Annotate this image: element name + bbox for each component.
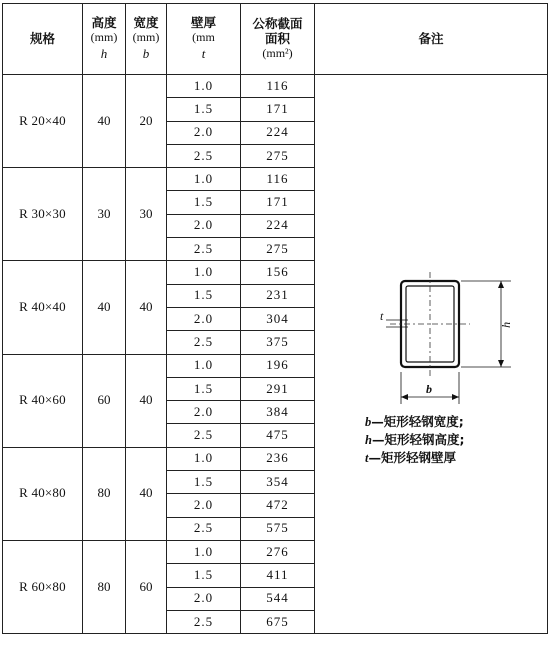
area-cell: 116	[241, 75, 315, 98]
header-area: 公称截面 面积 (mm²)	[241, 4, 315, 75]
legend-symbol: t	[365, 451, 369, 465]
area-cell: 224	[241, 121, 315, 144]
table-row	[3, 75, 548, 98]
wall-thickness-cell: 2.0	[167, 214, 241, 237]
height-cell: 80	[83, 447, 126, 540]
wall-thickness-cell: 2.0	[167, 307, 241, 330]
wall-thickness-cell: 2.5	[167, 238, 241, 261]
area-cell: 196	[241, 354, 315, 377]
area-cell: 275	[241, 144, 315, 167]
wall-thickness-cell: 2.0	[167, 587, 241, 610]
wall-thickness-cell: 2.5	[167, 517, 241, 540]
area-cell: 156	[241, 261, 315, 284]
wall-thickness-cell: 1.5	[167, 284, 241, 307]
width-cell: 40	[126, 354, 167, 447]
table-body	[3, 75, 548, 634]
spec-cell: R 60×80	[3, 540, 83, 633]
area-cell: 475	[241, 424, 315, 447]
area-cell: 472	[241, 494, 315, 517]
wall-thickness-cell: 2.5	[167, 610, 241, 633]
wall-thickness-cell: 1.5	[167, 471, 241, 494]
wall-thickness-cell: 2.5	[167, 331, 241, 354]
area-cell: 375	[241, 331, 315, 354]
width-cell: 60	[126, 540, 167, 633]
wall-thickness-cell: 1.0	[167, 168, 241, 191]
spec-cell: R 40×60	[3, 354, 83, 447]
legend-text: —矩形轻钢高度;	[371, 432, 465, 447]
area-cell: 276	[241, 540, 315, 563]
height-cell: 40	[83, 261, 126, 354]
area-cell: 224	[241, 214, 315, 237]
wall-thickness-cell: 1.0	[167, 75, 241, 98]
area-cell: 236	[241, 447, 315, 470]
area-cell: 384	[241, 401, 315, 424]
spec-cell: R 20×40	[3, 75, 83, 168]
wall-thickness-cell: 2.0	[167, 121, 241, 144]
width-cell: 20	[126, 75, 167, 168]
spec-cell: R 30×30	[3, 168, 83, 261]
wall-thickness-cell: 1.0	[167, 261, 241, 284]
height-cell: 80	[83, 540, 126, 633]
header-notes: 备注	[315, 4, 548, 75]
header-wall: 壁厚 (mm t	[167, 4, 241, 75]
area-cell: 291	[241, 377, 315, 400]
label-h: h	[499, 321, 514, 328]
header-row	[3, 4, 548, 75]
header-spec: 规格	[3, 4, 83, 75]
wall-thickness-cell: 2.0	[167, 494, 241, 517]
height-cell: 30	[83, 168, 126, 261]
area-cell: 575	[241, 517, 315, 540]
header-width: 宽度 (mm) b	[126, 4, 167, 75]
area-cell: 171	[241, 191, 315, 214]
area-cell: 354	[241, 471, 315, 494]
notes-cell	[315, 75, 548, 634]
area-cell: 171	[241, 98, 315, 121]
width-cell: 40	[126, 261, 167, 354]
area-cell: 304	[241, 307, 315, 330]
wall-thickness-cell: 1.0	[167, 447, 241, 470]
label-t: t	[380, 309, 384, 324]
width-cell: 40	[126, 447, 167, 540]
header-height: 高度 (mm) h	[83, 4, 126, 75]
legend-symbol: b	[365, 415, 372, 429]
legend-item	[365, 431, 464, 449]
wall-thickness-cell: 1.5	[167, 98, 241, 121]
legend-text: —矩形轻钢壁厚	[368, 450, 456, 465]
legend-item	[365, 449, 464, 467]
area-cell: 544	[241, 587, 315, 610]
area-cell: 675	[241, 610, 315, 633]
wall-thickness-cell: 1.0	[167, 354, 241, 377]
legend-text: —矩形轻钢宽度;	[371, 414, 464, 429]
wall-thickness-cell: 2.5	[167, 144, 241, 167]
spec-cell: R 40×40	[3, 261, 83, 354]
legend-item	[365, 413, 464, 431]
height-cell: 60	[83, 354, 126, 447]
area-cell: 116	[241, 168, 315, 191]
spec-cell: R 40×80	[3, 447, 83, 540]
width-cell: 30	[126, 168, 167, 261]
legend	[365, 413, 464, 467]
wall-thickness-cell: 2.0	[167, 401, 241, 424]
area-cell: 275	[241, 238, 315, 261]
area-cell: 411	[241, 564, 315, 587]
spec-table	[2, 3, 548, 634]
area-cell: 231	[241, 284, 315, 307]
legend-symbol: h	[365, 433, 372, 447]
label-b: b	[426, 382, 432, 397]
section-diagram	[346, 264, 516, 414]
wall-thickness-cell: 2.5	[167, 424, 241, 447]
wall-thickness-cell: 1.5	[167, 377, 241, 400]
wall-thickness-cell: 1.5	[167, 191, 241, 214]
height-cell: 40	[83, 75, 126, 168]
wall-thickness-cell: 1.5	[167, 564, 241, 587]
wall-thickness-cell: 1.0	[167, 540, 241, 563]
